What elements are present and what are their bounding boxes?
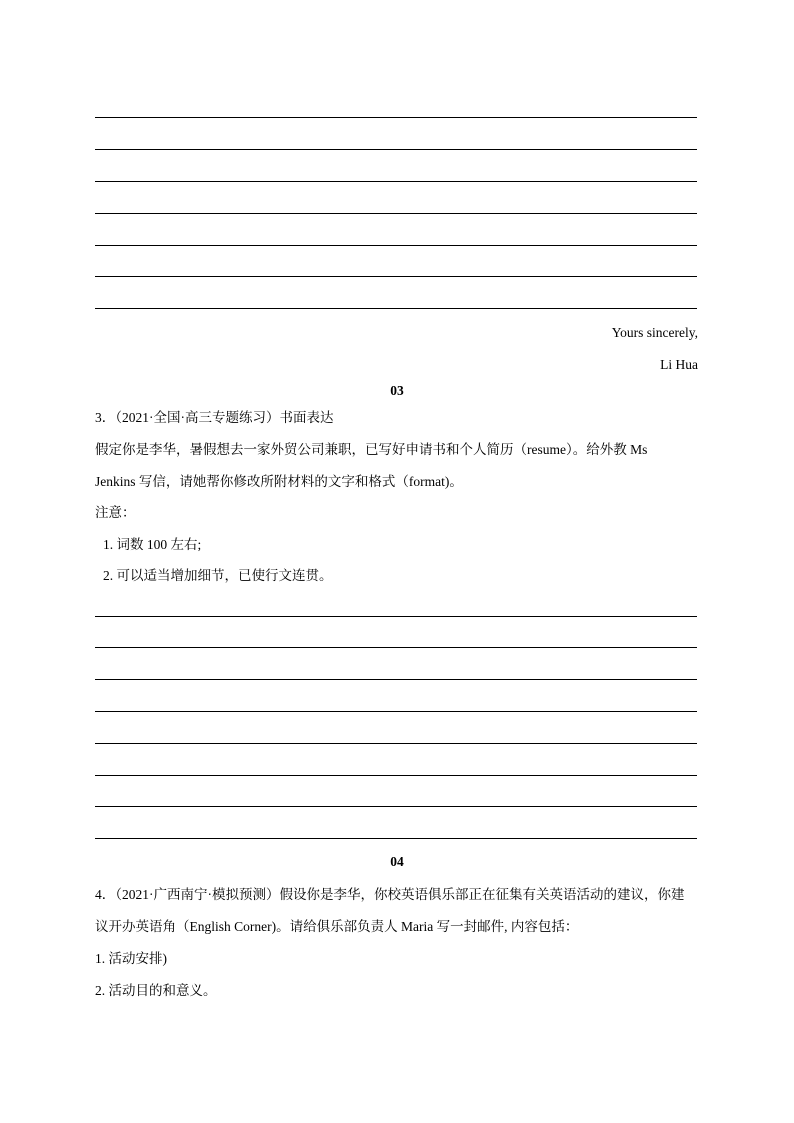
answer-line [95,149,697,150]
answer-line [95,806,697,807]
question-prompt-line: 4．（2021·广西南宁·模拟预测）假设你是李华，你校英语俱乐部正在征集有关英语活动的建议，你建 [95,887,685,902]
letter-signature: Li Hua [660,357,698,372]
content-item: 2. 活动目的和意义。 [95,983,217,998]
answer-line [95,276,697,277]
answer-line [95,181,697,182]
answer-line [95,117,697,118]
letter-sign-off: Yours sincerely, [611,325,698,340]
note-item: 2. 可以适当增加细节，已使行文连贯。 [103,568,333,583]
question-heading: 3．（2021·全国·高三专题练习）书面表达 [95,410,334,425]
answer-line [95,647,697,648]
content-item: 1. 活动安排) [95,951,167,966]
answer-line [95,838,697,839]
notes-title: 注意： [95,505,136,520]
answer-line [95,308,697,309]
section-number: 04 [390,854,404,869]
answer-line [95,245,697,246]
answer-line [95,213,697,214]
section-number: 03 [390,383,404,398]
answer-line [95,679,697,680]
answer-line [95,743,697,744]
answer-line [95,775,697,776]
question-prompt-line: Jenkins 写信，请她帮你修改所附材料的文字和格式（format)。 [95,474,463,489]
answer-line [95,616,697,617]
note-item: 1. 词数 100 左右; [103,537,202,552]
answer-line [95,711,697,712]
question-prompt-line: 议开办英语角（English Corner)。请给俱乐部负责人 Maria 写一封邮件, 内容包括： [95,919,579,934]
question-prompt-line: 假定你是李华，暑假想去一家外贸公司兼职，已写好申请书和个人简历（resume）。给外教 Ms [95,442,648,457]
